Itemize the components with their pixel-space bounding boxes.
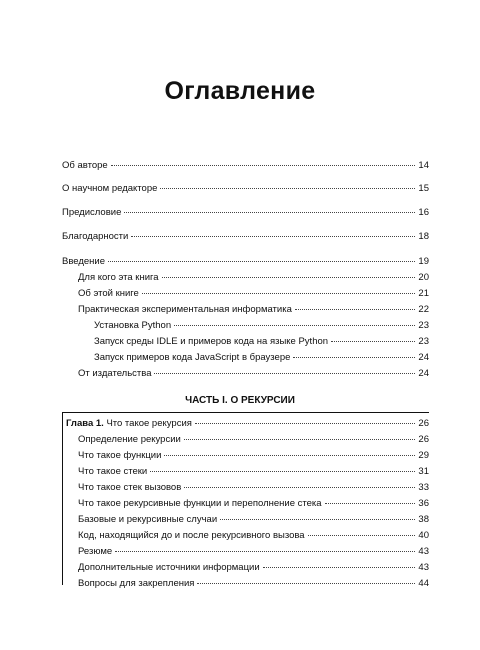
toc-entry-from-publisher[interactable] (78, 368, 429, 380)
dot-leader (197, 583, 415, 584)
dot-leader (331, 341, 415, 342)
toc-entry-label: Запуск среды IDLE и примеров кода на языке Python (94, 336, 329, 347)
dot-leader (293, 357, 415, 358)
dot-leader (325, 503, 416, 504)
dot-leader (111, 165, 416, 166)
toc-entry-label: Код, находящийся до и после рекурсивного вызова (78, 530, 305, 541)
toc-entry-practical-cs[interactable] (78, 304, 429, 316)
dot-leader (115, 551, 415, 552)
toc-page-number: 43 (418, 546, 429, 557)
dot-leader (295, 309, 416, 310)
toc-entry-label: Дополнительные источники информации (78, 562, 260, 573)
toc-entry-functions[interactable] (78, 450, 429, 462)
toc-page-number: 19 (418, 256, 429, 267)
toc-entry-about-author[interactable] (62, 160, 429, 172)
part-heading: ЧАСТЬ I. О РЕКУРСИИ (185, 395, 295, 406)
dot-leader (308, 535, 416, 536)
toc-entry-label: Что такое стеки (78, 466, 148, 477)
dot-leader (195, 423, 416, 424)
toc-page-number: 15 (418, 183, 429, 194)
dot-leader (263, 567, 416, 568)
toc-entry-label: Что такое стек вызовов (78, 482, 182, 493)
dot-leader (108, 261, 415, 262)
dot-leader (184, 487, 415, 488)
toc-entry-review-questions[interactable] (78, 578, 429, 590)
chapter-prefix: Глава 1. (66, 418, 104, 429)
toc-entry-label: Об авторе (62, 160, 108, 171)
toc-entry-label: Запуск примеров кода JavaScript в браузере (94, 352, 291, 363)
dot-leader (150, 471, 415, 472)
dot-leader (142, 293, 416, 294)
page-title: Оглавление (164, 77, 316, 105)
dot-leader (174, 325, 415, 326)
toc-entry-acknowledgements[interactable] (62, 231, 429, 243)
toc-page-number: 16 (418, 207, 429, 218)
toc-entry-introduction[interactable] (62, 256, 429, 268)
toc-entry-label: Установка Python (94, 320, 172, 331)
toc-page-number: 20 (418, 272, 429, 283)
chapter-side-rule (62, 412, 63, 585)
toc-entry-stacks[interactable] (78, 466, 429, 478)
toc-entry-label: От издательства (78, 368, 152, 379)
toc-entry-summary[interactable] (78, 546, 429, 558)
toc-entry-label: Базовые и рекурсивные случаи (78, 514, 218, 525)
toc-entry-about-editor[interactable] (62, 183, 429, 195)
toc-entry-label: Что такое рекурсивные функции и переполнение стека (78, 498, 322, 509)
chapter-title: Что такое рекурсия (106, 418, 192, 429)
dot-leader (164, 455, 415, 456)
toc-page-number: 33 (418, 482, 429, 493)
toc-entry-label: Благодарности (62, 231, 129, 242)
toc-page-number: 31 (418, 466, 429, 477)
toc-page-number: 44 (418, 578, 429, 589)
toc-entry-call-stack[interactable] (78, 482, 429, 494)
toc-entry-label: Об этой книге (78, 288, 139, 299)
toc-entry-base-cases[interactable] (78, 514, 429, 526)
toc-page-number: 43 (418, 562, 429, 573)
toc-entry-label: Вопросы для закрепления (78, 578, 195, 589)
toc-page-number: 21 (418, 288, 429, 299)
dot-leader (160, 188, 415, 189)
toc-page-number: 18 (418, 231, 429, 242)
toc-page-number: 23 (418, 336, 429, 347)
toc-entry-code-before-after[interactable] (78, 530, 429, 542)
dot-leader (131, 236, 415, 237)
toc-page-number: 38 (418, 514, 429, 525)
toc-page-number: 40 (418, 530, 429, 541)
toc-page-number: 29 (418, 450, 429, 461)
toc-page-number: 23 (418, 320, 429, 331)
toc-entry-further-reading[interactable] (78, 562, 429, 574)
toc-entry-run-idle[interactable] (94, 336, 429, 348)
chapter-top-rule (62, 412, 429, 413)
dot-leader (184, 439, 416, 440)
toc-entry-label: Предисловие (62, 207, 122, 218)
toc-entry-label: Для кого эта книга (78, 272, 159, 283)
toc-entry-label: О научном редакторе (62, 183, 158, 194)
toc-entry-label: Резюме (78, 546, 113, 557)
toc-page-number: 22 (418, 304, 429, 315)
toc-entry-label: Введение (62, 256, 106, 267)
dot-leader (154, 373, 415, 374)
toc-entry-audience[interactable] (78, 272, 429, 284)
toc-entry-label: Что такое функции (78, 450, 162, 461)
toc-entry-recursion-definition[interactable] (78, 434, 429, 446)
toc-entry-run-javascript[interactable] (94, 352, 429, 364)
toc-chapter-1[interactable] (66, 418, 429, 430)
toc-entry-recursive-functions[interactable] (78, 498, 429, 510)
toc-page-number: 24 (418, 368, 429, 379)
toc-page-number: 26 (418, 418, 429, 429)
toc-entry-label: Определение рекурсии (78, 434, 181, 445)
toc-entry-label: Практическая экспериментальная информатика (78, 304, 292, 315)
toc-entry-preface[interactable] (62, 207, 429, 219)
toc-page-number: 36 (418, 498, 429, 509)
toc-page-number: 24 (418, 352, 429, 363)
toc-entry-about-book[interactable] (78, 288, 429, 300)
toc-page-number: 14 (418, 160, 429, 171)
dot-leader (162, 277, 416, 278)
toc-entry-label (66, 418, 192, 430)
dot-leader (220, 519, 415, 520)
dot-leader (124, 212, 415, 213)
toc-entry-install-python[interactable] (94, 320, 429, 332)
toc-page-number: 26 (418, 434, 429, 445)
